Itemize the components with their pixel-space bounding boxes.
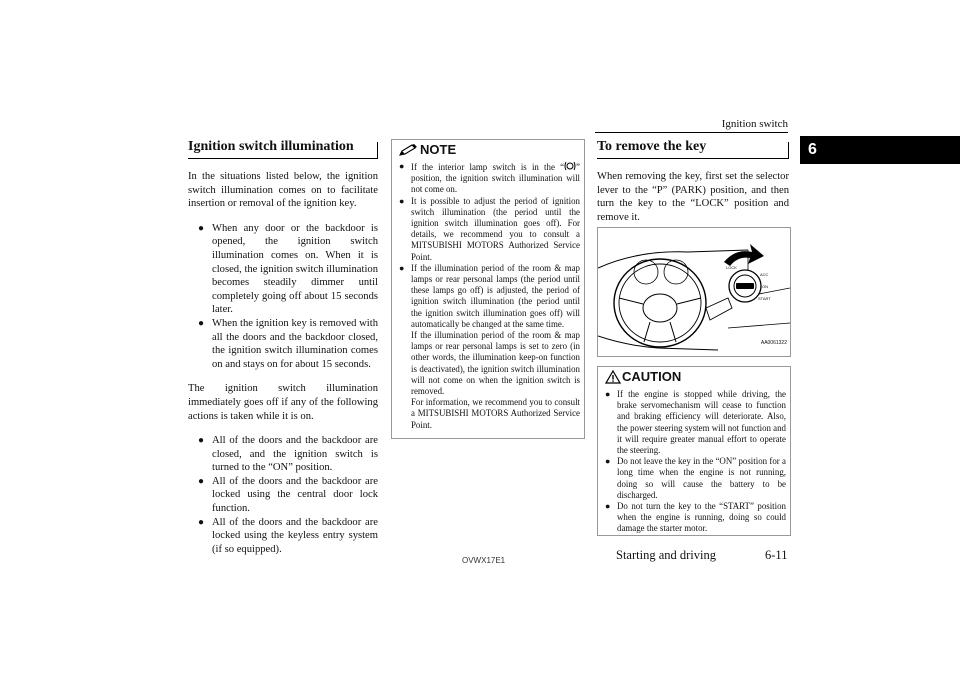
second-paragraph: The ignition switch illumination immediately goes off if any of the following actions is taken while it is on.	[188, 383, 378, 422]
heading-rule	[597, 158, 789, 159]
list-item: ● Do not turn the key to the “START” position when the engine is running, doing so could damage the starter motor.	[605, 501, 786, 534]
chapter-number: 6	[808, 141, 817, 158]
list-item: ● When the ignition key is removed with all the doors and the backdoor closed, the ignition switch illumination comes on and stays on for about 15 seconds.	[198, 317, 378, 370]
interior-lamp-icon	[564, 161, 576, 171]
key-position-labels: LOCK	[726, 265, 737, 270]
section-heading-remove-key	[597, 139, 789, 159]
note-extra-1: If the illumination period of the room & map lamps or rear personal lamps is set to zero (in other words, the illumination keep-on function is deactivated), the ignition switch illumination will not come on when the ignition switch is removed.	[411, 330, 580, 397]
list-item: ● Do not leave the key in the “ON” position for a long time when the engine is not running, doing so will cause the battery to be discharged.	[605, 456, 786, 500]
list-item: ● If the interior lamp switch is in the “ ” position, the ignition switch illumination will not come on.	[399, 161, 580, 195]
note-extra-2: For information, we recommend you to consult a MITSUBISHI MOTORS Authorized Service Point.	[411, 397, 580, 430]
note-box	[391, 139, 585, 439]
ignition-key-figure	[597, 227, 791, 357]
bullet-icon: ●	[605, 456, 611, 467]
key-label-on: ON	[762, 284, 768, 289]
heading-text: To remove the key	[597, 139, 707, 154]
list-item: ● If the illumination period of the room & map lamps or rear personal lamps (the period until these lamps go off) is adjusted, the period of ignition switch illumination (the period until the ignition switch illumination goes off) will automatically be changed at the same time.	[399, 262, 580, 329]
bullet-icon: ●	[605, 501, 611, 512]
key-label-start: START	[758, 296, 771, 301]
bullet-icon: ●	[198, 516, 205, 528]
intro-paragraph: In the situations listed below, the ignition switch illumination comes on to facilitate insertion or removal of the ignition key.	[188, 171, 378, 210]
list-item: ● If the engine is stopped while driving, the brake servomechanism will cease to function and braking efficiency will deteriorate. Also, the power steering system will not function and it will require greater manual effort to operate the steering.	[605, 389, 786, 456]
list-item: ● It is possible to adjust the period of ignition switch illumination (the period until the ignition switch illumination goes off). For details, we recommend you to consult a MITSUBISHI MOTORS Authorized Service Point.	[399, 195, 580, 262]
bullet-icon: ●	[399, 195, 405, 206]
figure-code: AA0061322	[760, 340, 787, 346]
heading-text: Ignition switch illumination	[188, 139, 354, 154]
key-label-acc: ACC	[760, 272, 769, 277]
header-rule	[595, 132, 788, 133]
bullet-icon: ●	[399, 161, 405, 171]
bullet-icon: ●	[198, 222, 205, 234]
footer-section-title: Starting and driving	[616, 548, 716, 562]
bullet-icon: ●	[198, 317, 205, 329]
list-item: ● All of the doors and the backdoor are locked using the keyless entry system (if so equipped).	[198, 516, 378, 555]
warning-triangle-icon	[605, 370, 621, 384]
chapter-tab	[800, 136, 960, 164]
document-code: OVWX17E1	[462, 556, 506, 565]
bullet-icon: ●	[198, 475, 205, 487]
list-item: ● All of the doors and the backdoor are closed, and the ignition switch is turned to the “ON” position.	[198, 435, 378, 474]
heading-rule	[188, 158, 378, 159]
note-label: NOTE	[420, 142, 457, 157]
caution-content	[605, 389, 786, 535]
pencil-icon	[398, 143, 420, 157]
caution-box	[597, 366, 791, 536]
list-item: ● When any door or the backdoor is opened, the ignition switch illumination comes on. When it is closed, the ignition switch illumination becomes steadily dimmer until completely going off about 15 seconds later.	[198, 222, 378, 316]
caution-label: CAUTION	[622, 369, 682, 384]
list-item: ● All of the doors and the backdoor are locked using the central door lock function.	[198, 475, 378, 515]
note-content	[399, 161, 580, 431]
bullet-icon: ●	[399, 262, 405, 273]
running-header: Ignition switch	[721, 118, 788, 130]
note-header	[392, 140, 584, 160]
page-number: 6-11	[765, 548, 788, 562]
bullet-icon: ●	[198, 435, 205, 447]
remove-key-text: When removing the key, first set the selector lever to the “P” (PARK) position, and then turn the key to the “LOCK” position and remove it.	[597, 171, 789, 223]
steering-wheel-illustration	[598, 228, 790, 356]
heading-bar	[377, 142, 378, 159]
bullet-icon: ●	[605, 389, 611, 399]
illumination-body	[188, 170, 378, 556]
section-heading-illumination	[188, 139, 378, 159]
heading-bar	[788, 142, 789, 159]
